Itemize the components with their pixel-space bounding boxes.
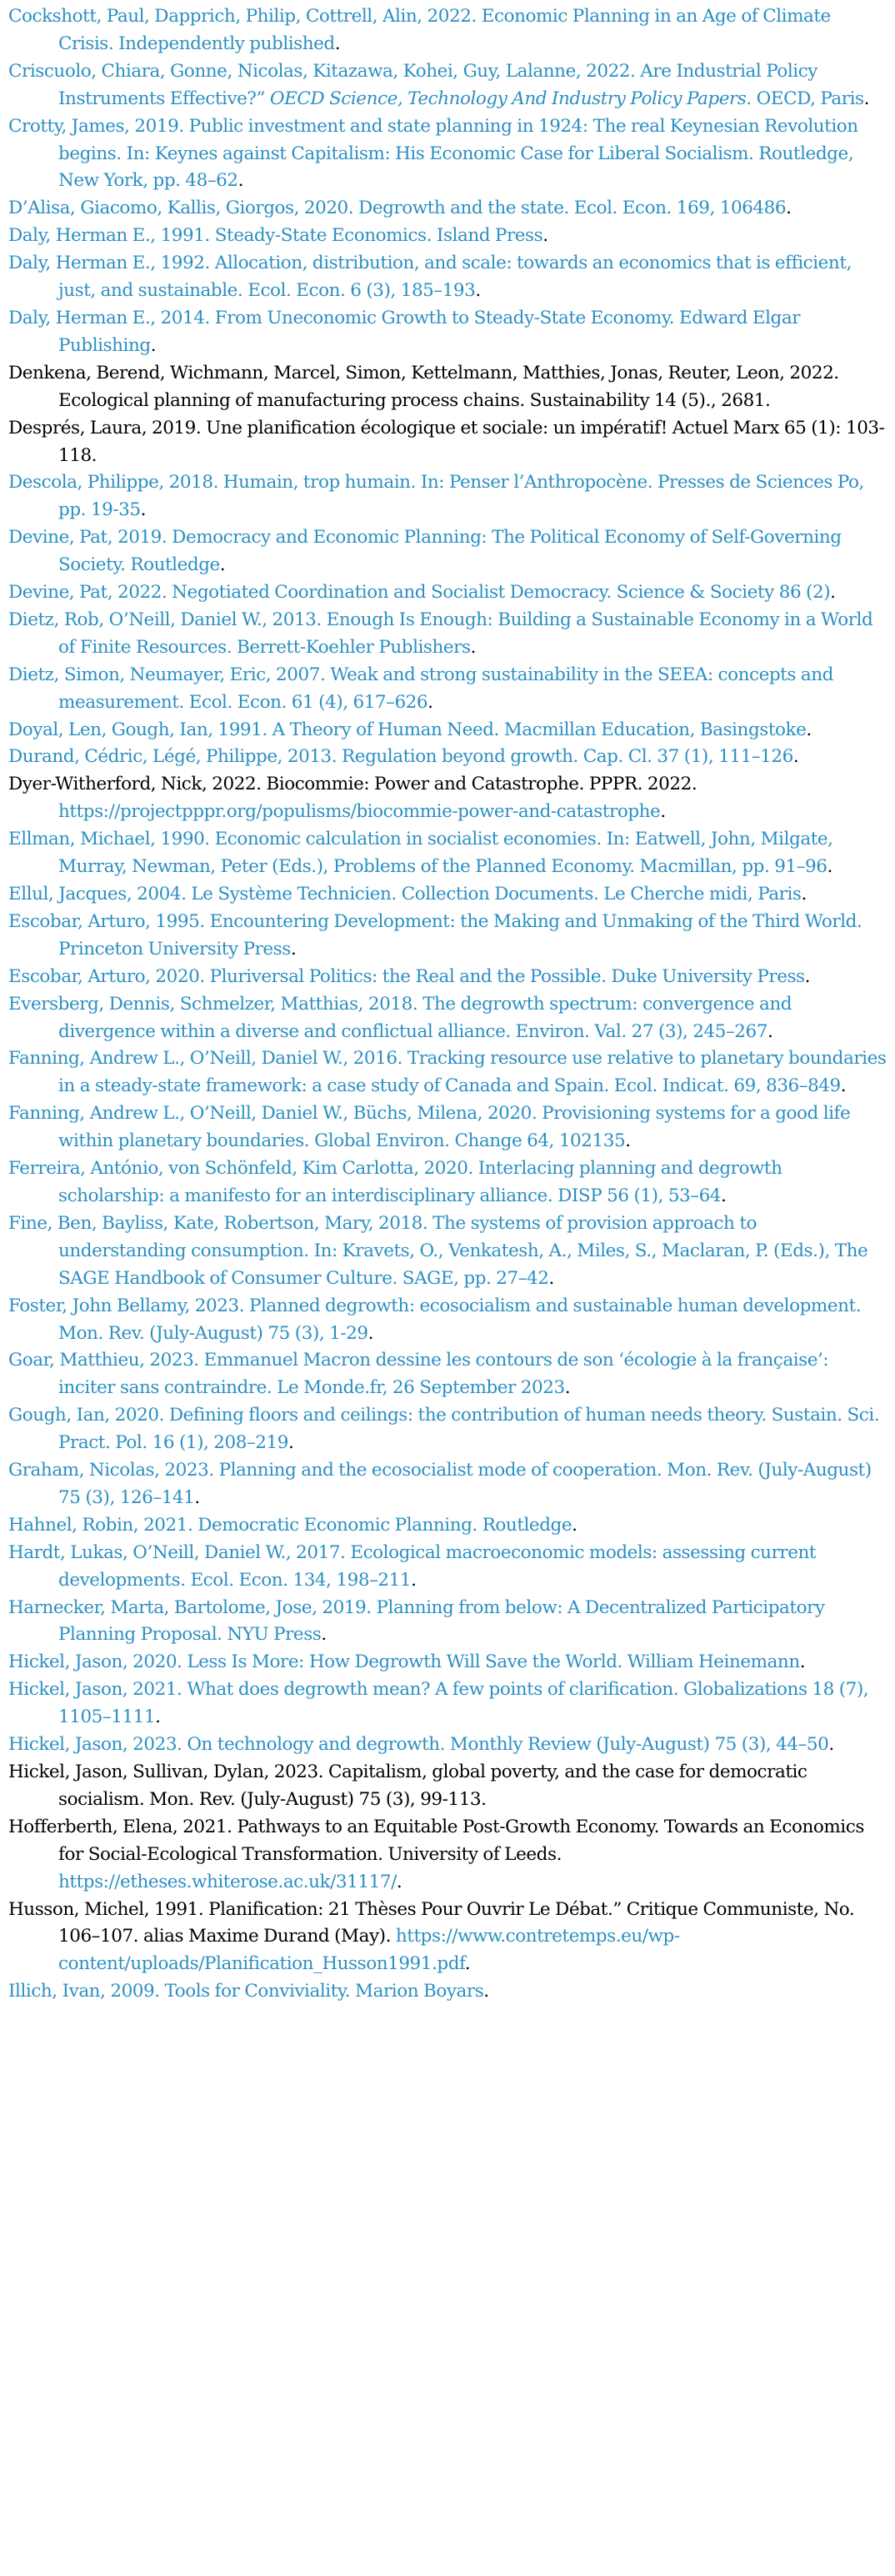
reference-entry [8,1045,887,1100]
reference-text: . [411,1569,417,1591]
reference-link[interactable]: Fanning, Andrew L., O’Neill, Daniel W., 2016. Tracking resource use relative to planetary boundaries in a steady-state framework: a case study of Canada and Spain. Ecol. Indicat. 69, 836–849 [8,1048,887,1097]
reference-link[interactable]: Doyal, Len, Gough, Ian, 1991. A Theory of Human Need. Macmillan Education, Basingstoke [8,719,807,740]
reference-link[interactable]: Illich, Ivan, 2009. Tools for Conviviality. Marion Boyars [8,1981,484,2002]
reference-text: . [828,1734,834,1756]
reference-link[interactable]: Ellman, Michael, 1990. Economic calculation in socialist economies. In: Eatwell, John, Milgate, Murray, Newman, Peter (Eds.), Problems of the Planned Economy. Macmillan, pp. 91–96 [8,829,833,878]
reference-entry [8,607,887,662]
reference-link[interactable]: Fanning, Andrew L., O’Neill, Daniel W., Büchs, Milena, 2020. Provisioning systems for a good life within planetary boundaries. Global Environ. Change 64, 102135 [8,1103,851,1152]
reference-entry [8,195,887,223]
reference-entry [8,717,887,744]
reference-link[interactable]: Cockshott, Paul, Dapprich, Philip, Cottrell, Alin, 2022. Economic Planning in an Age of Climate Crisis. Independently published [8,6,831,54]
reference-link[interactable]: Hardt, Lukas, O’Neill, Daniel W., 2017. Ecological macroeconomic models: assessing current developments. Ecol. Econ. 134, 198–211 [8,1541,817,1591]
reference-text: . [475,280,481,302]
reference-text: . [334,33,341,54]
reference-text: . [470,636,476,658]
reference-text: . [428,691,433,713]
reference-entry [8,360,887,415]
reference-entry [8,1457,887,1512]
reference-entry [8,1732,887,1759]
reference-link[interactable]: Ellul, Jacques, 2004. Le Système Technicien. Collection Documents. Le Cherche midi, Paris [8,884,802,905]
reference-text: Dyer-Witherford, Nick, 2022. Biocommie: Power and Catastrophe. PPPR. 2022. [8,774,698,795]
reference-link[interactable]: Gough, Ian, 2020. Defining floors and ceilings: the contribution of human needs theory. Sustain. Sci. Pract. Pol. 16 (1), 208–219 [8,1405,880,1454]
reference-link[interactable]: Fine, Ben, Bayliss, Kate, Robertson, Mary, 2018. The systems of provision approach to understanding consumption. In: Kravets, O., Venkatesh, A., Miles, S., Maclaran, P. (Eds.), The SAGE Handbook of Consumer Culture. SAGE, pp. 27–42 [8,1212,868,1289]
reference-entry [8,1155,887,1210]
reference-link[interactable]: Hahnel, Robin, 2021. Democratic Economic Planning. Routledge [8,1514,572,1536]
reference-text: . [483,1981,489,2002]
reference-entry [8,1978,887,2006]
reference-link[interactable]: https://projectpppr.org/populisms/biocommie-power-and-catastrophe [58,801,661,823]
reference-link[interactable]: https://www.contretemps.eu/wp-content/uploads/Planification_Husson1991.pdf [58,1926,680,1975]
reference-entry [8,3,887,58]
reference-entry [8,1512,887,1540]
reference-entry [8,415,887,470]
reference-text: . [155,1706,161,1728]
reference-entry [8,826,887,881]
reference-text: . [863,88,870,109]
reference-text: . [721,1185,727,1206]
reference-text: . [830,582,836,604]
reference-link[interactable]: Crotty, James, 2019. Public investment and state planning in 1924: The real Keynesian Revolution begins. In: Keynes against Capitalism: His Economic Case for Liberal Socialism. Routledge, New York, pp. 48–62 [8,115,858,192]
reference-text: . [542,225,548,247]
reference-link[interactable]: Graham, Nicolas, 2023. Planning and the ecosocialist mode of cooperation. Mon. Rev. (July-August) 75 (3), 126–141 [8,1460,872,1508]
reference-link[interactable]: Daly, Herman E., 2014. From Uneconomic Growth to Steady-State Economy. Edward Elgar Publishing [8,307,801,356]
reference-entry [8,1347,887,1402]
reference-entry [8,744,887,771]
reference-text: . [768,1020,773,1042]
reference-entry [8,1293,887,1348]
reference-text: . [804,965,811,987]
reference-text: Husson, Michel, 1991. Planification: 21 Thèses Pour Ouvrir Le Débat.” Critique Communiste, No. 106–107. alias Maxime Durand (May). [8,1898,855,1947]
reference-link[interactable]: Escobar, Arturo, 1995. Encountering Development: the Making and Unmaking of the Third World. Princeton University Press [8,910,862,960]
reference-entry [8,250,887,305]
reference-link[interactable]: . OECD, Paris [746,88,864,109]
reference-text: . [827,856,832,878]
reference-text: . [840,1075,847,1097]
reference-text: . [801,884,807,905]
reference-entry [8,909,887,964]
reference-text: . [564,1377,571,1399]
reference-entry [8,1595,887,1650]
reference-text: Hickel, Jason, Sullivan, Dylan, 2023. Capitalism, global poverty, and the case for democratic socialism. Mon. Rev. (July-August) 75 (3), 99-113. [8,1762,808,1810]
reference-link[interactable]: Devine, Pat, 2019. Democracy and Economic Planning: The Political Economy of Self-Governing Society. Routledge [8,527,842,576]
reference-link[interactable]: Escobar, Arturo, 2020. Pluriversal Politics: the Real and the Possible. Duke University Press [8,965,805,987]
reference-link[interactable]: Descola, Philippe, 2018. Humain, trop humain. In: Penser l’Anthropocène. Presses de Sciences Po, pp. 19-35 [8,472,864,521]
reference-link[interactable]: Eversberg, Dennis, Schmelzer, Matthias, 2018. The degrowth spectrum: convergence and divergence within a diverse and conflictual alliance. Environ. Val. 27 (3), 245–267 [8,993,792,1042]
reference-text: . [548,1267,554,1289]
reference-text: . [290,938,297,960]
reference-entry [8,771,887,826]
reference-link[interactable]: Dietz, Rob, O’Neill, Daniel W., 2013. Enough Is Enough: Building a Sustainable Economy in a World of Finite Resources. Berrett-Koehler Publishers [8,609,873,658]
reference-text: . [786,198,792,219]
reference-text: Denkena, Berend, Wichmann, Marcel, Simon, Kettelmann, Matthies, Jonas, Reuter, Leon, 2022. Ecological planning of manufacturing process chains. Sustainability 14 (5)., 2681. [8,362,839,411]
reference-link[interactable]: Durand, Cédric, Légé, Philippe, 2013. Regulation beyond growth. Cap. Cl. 37 (1), 111–126 [8,746,793,768]
reference-text: . [396,1871,402,1892]
reference-text: . [140,499,147,521]
reference-text: . [660,801,666,823]
reference-link[interactable]: Ferreira, António, von Schönfeld, Kim Carlotta, 2020. Interlacing planning and degrowth scholarship: a manifesto for an interdisciplinary alliance. DISP 56 (1), 53–64 [8,1158,782,1206]
reference-link[interactable]: Devine, Pat, 2022. Negotiated Coordination and Socialist Democracy. Science & Society 86 (2) [8,582,831,604]
reference-text: . [194,1486,200,1508]
reference-text: . [572,1514,578,1536]
reference-text: . [792,746,799,768]
reference-link[interactable]: Daly, Herman E., 1992. Allocation, distribution, and scale: towards an economics that is efficient, just, and sustainable. Ecol. Econ. 6 (3), 185–193 [8,253,852,302]
reference-entry [8,1402,887,1457]
reference-text: . [799,1651,806,1673]
reference-link[interactable]: Dietz, Simon, Neumayer, Eric, 2007. Weak and strong sustainability in the SEEA: concepts and measurement. Ecol. Econ. 61 (4), 617–626 [8,664,833,713]
reference-entry [8,1649,887,1676]
reference-entry [8,1897,887,1979]
reference-entry [8,1814,887,1897]
reference-entry [8,991,887,1046]
reference-link[interactable]: D’Alisa, Giacomo, Kallis, Giorgos, 2020. Degrowth and the state. Ecol. Econ. 169, 106486 [8,198,787,219]
reference-link[interactable]: OECD Science, Technology And Industry Policy Papers [269,88,747,109]
reference-entry [8,1100,887,1155]
reference-text: . [238,170,244,192]
reference-text: . [368,1322,373,1344]
reference-entry [8,524,887,579]
reference-link[interactable]: Harnecker, Marta, Bartolome, Jose, 2019. Planning from below: A Decentralized Participatory Planning Proposal. NYU Press [8,1596,825,1646]
reference-entry [8,964,887,991]
reference-text: Després, Laura, 2019. Une planification écologique et sociale: un impératif! Actuel Marx 65 (1): 103-118. [8,417,885,466]
reference-entry [8,881,887,909]
reference-link[interactable]: Hickel, Jason, 2023. On technology and degrowth. Monthly Review (July-August) 75 (3), 44–50 [8,1734,829,1756]
reference-text: . [219,554,226,576]
reference-link[interactable]: Hickel, Jason, 2020. Less Is More: How Degrowth Will Save the World. William Heinemann [8,1651,800,1673]
reference-link[interactable]: https://etheses.whiterose.ac.uk/31117/ [58,1871,397,1892]
reference-entry [8,223,887,250]
reference-entry [8,1540,887,1595]
reference-text: Hofferberth, Elena, 2021. Pathways to an Equitable Post-Growth Economy. Towards an Economics for Social-Ecological Transformation. University of Leeds. [8,1816,864,1865]
reference-text: . [321,1624,327,1646]
reference-entry [8,1759,887,1814]
reference-entry [8,579,887,607]
reference-entry [8,662,887,717]
reference-link[interactable]: Criscuolo, Chiara, Gonne, Nicolas, Kitazawa, Kohei, Guy, Lalanne, 2022. Are Industrial Policy Instruments Effective?” [8,60,818,109]
reference-text: . [625,1130,631,1152]
reference-text: . [806,719,812,740]
reference-link[interactable]: Hickel, Jason, 2021. What does degrowth mean? A few points of clarification. Globalizations 18 (7), 1105–1111 [8,1679,869,1728]
reference-entry [8,305,887,360]
reference-link[interactable]: Foster, John Bellamy, 2023. Planned degrowth: ecosocialism and sustainable human development. Mon. Rev. (July-August) 75 (3), 1-29 [8,1295,862,1344]
reference-link[interactable]: Daly, Herman E., 1991. Steady-State Economics. Island Press [8,225,543,247]
reference-entry [8,113,887,196]
reference-entry [8,58,887,113]
reference-text: . [464,1953,471,1975]
reference-text: . [288,1432,294,1454]
reference-entry [8,1676,887,1732]
reference-entry [8,469,887,524]
reference-text: . [150,334,157,356]
reference-link[interactable]: Goar, Matthieu, 2023. Emmanuel Macron dessine les contours de son ‘écologie à la française’: inciter sans contraindre. Le Monde.fr, 26 September 2023 [8,1350,829,1399]
reference-entry [8,1210,887,1293]
